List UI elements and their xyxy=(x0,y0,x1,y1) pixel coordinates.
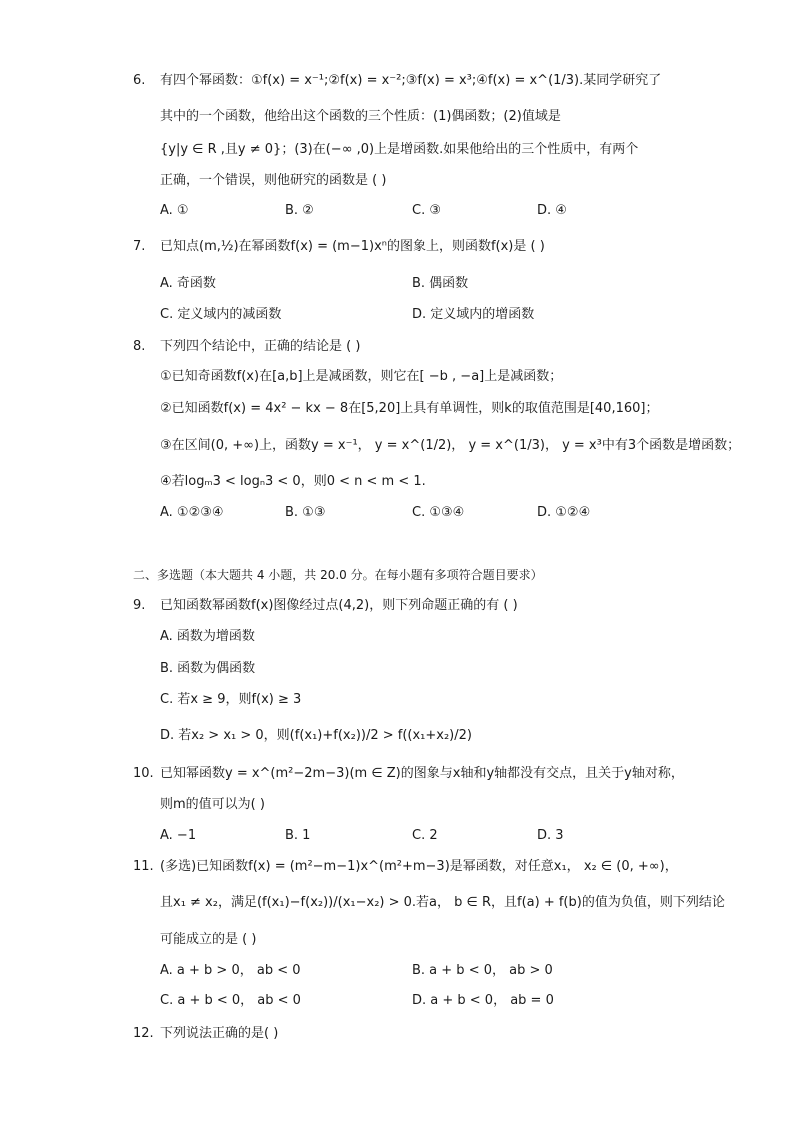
q6-line-3: {y|y ∈ R ,且y ≠ 0}；(3)在(−∞ ,0)上是增函数.如果他给出的三个性质中，有两个 xyxy=(160,142,639,157)
q8-option-c: C. ①③④ xyxy=(412,505,465,520)
q8-number: 8. xyxy=(133,339,146,354)
q11-option-b: B. a + b < 0， ab > 0 xyxy=(412,963,553,978)
q7-line-1: 已知点(m,½)在幂函数f(x) = (m−1)xⁿ的图象上，则函数f(x)是 ( ) xyxy=(160,239,545,254)
q11-line-3: 可能成立的是 ( ) xyxy=(160,932,257,947)
q6-option-b: B. ② xyxy=(285,203,314,218)
q7-number: 7. xyxy=(133,239,146,254)
q9-number: 9. xyxy=(133,598,146,613)
q12-line-1: 下列说法正确的是( ) xyxy=(160,1026,279,1041)
q11-option-c: C. a + b < 0， ab < 0 xyxy=(160,993,301,1008)
q6-line-2: 其中的一个函数，他给出这个函数的三个性质：(1)偶函数；(2)值域是 xyxy=(160,109,561,124)
q11-option-d: D. a + b < 0， ab = 0 xyxy=(412,993,554,1008)
q9-line-1: 已知函数幂函数f(x)图像经过点(4,2)，则下列命题正确的有 ( ) xyxy=(160,598,518,613)
q11-line-2: 且x₁ ≠ x₂，满足(f(x₁)−f(x₂))/(x₁−x₂) > 0.若a， b ∈ R，且f(a) + f(b)的值为负值，则下列结论 xyxy=(160,895,725,910)
q9-option-d: D. 若x₂ > x₁ > 0，则(f(x₁)+f(x₂))/2 > f((x₁+x₂)/2) xyxy=(160,728,472,743)
q6-option-c: C. ③ xyxy=(412,203,441,218)
q6-number: 6. xyxy=(133,73,146,88)
section-heading-multi-choice: 二、多选题（本大题共 4 小题，共 20.0 分。在每小题有多项符合题目要求） xyxy=(133,568,543,582)
q7-option-c: C. 定义域内的减函数 xyxy=(160,307,282,322)
q8-line-1: 下列四个结论中，正确的结论是 ( ) xyxy=(160,339,361,354)
q8-statement-3: ③在区间(0, +∞)上，函数y = x⁻¹， y = x^(1/2)， y = x^(1/3)， y = x³中有3个函数是增函数； xyxy=(160,438,741,453)
q8-statement-2: ②已知函数f(x) = 4x² − kx − 8在[5,20]上具有单调性，则k的取值范围是[40,160]； xyxy=(160,401,659,416)
q8-option-d: D. ①②④ xyxy=(537,505,591,520)
q8-statement-1: ①已知奇函数f(x)在[a,b]上是减函数，则它在[ −b , −a]上是减函数； xyxy=(160,369,563,384)
q6-option-a: A. ① xyxy=(160,203,189,218)
q10-option-d: D. 3 xyxy=(537,828,564,843)
q7-option-d: D. 定义域内的增函数 xyxy=(412,307,535,322)
q10-option-b: B. 1 xyxy=(285,828,311,843)
q9-option-b: B. 函数为偶函数 xyxy=(160,661,256,676)
q7-option-a: A. 奇函数 xyxy=(160,276,216,291)
q10-option-a: A. −1 xyxy=(160,828,197,843)
q11-line-1: (多选)已知函数f(x) = (m²−m−1)x^(m²+m−3)是幂函数，对任意x₁， x₂ ∈ (0, +∞)， xyxy=(160,859,678,874)
q11-number: 11. xyxy=(133,859,154,874)
q6-line-1: 有四个幂函数：①f(x) = x⁻¹;②f(x) = x⁻²;③f(x) = x³;④f(x) = x^(1/3).某同学研究了 xyxy=(160,73,662,88)
q10-number: 10. xyxy=(133,766,154,781)
q10-option-c: C. 2 xyxy=(412,828,438,843)
q8-option-b: B. ①③ xyxy=(285,505,326,520)
q9-option-a: A. 函数为增函数 xyxy=(160,629,255,644)
q10-line-2: 则m的值可以为( ) xyxy=(160,797,265,812)
q10-line-1: 已知幂函数y = x^(m²−2m−3)(m ∈ Z)的图象与x轴和y轴都没有交点，且关于y轴对称， xyxy=(160,766,684,781)
q6-option-d: D. ④ xyxy=(537,203,567,218)
q12-number: 12. xyxy=(133,1026,154,1041)
q8-option-a: A. ①②③④ xyxy=(160,505,224,520)
q8-statement-4: ④若logₘ3 < logₙ3 < 0，则0 < n < m < 1. xyxy=(160,474,426,489)
q7-option-b: B. 偶函数 xyxy=(412,276,469,291)
q9-option-c: C. 若x ≥ 9，则f(x) ≥ 3 xyxy=(160,692,302,707)
q11-option-a: A. a + b > 0， ab < 0 xyxy=(160,963,301,978)
q6-line-4: 正确，一个错误，则他研究的函数是 ( ) xyxy=(160,173,387,188)
